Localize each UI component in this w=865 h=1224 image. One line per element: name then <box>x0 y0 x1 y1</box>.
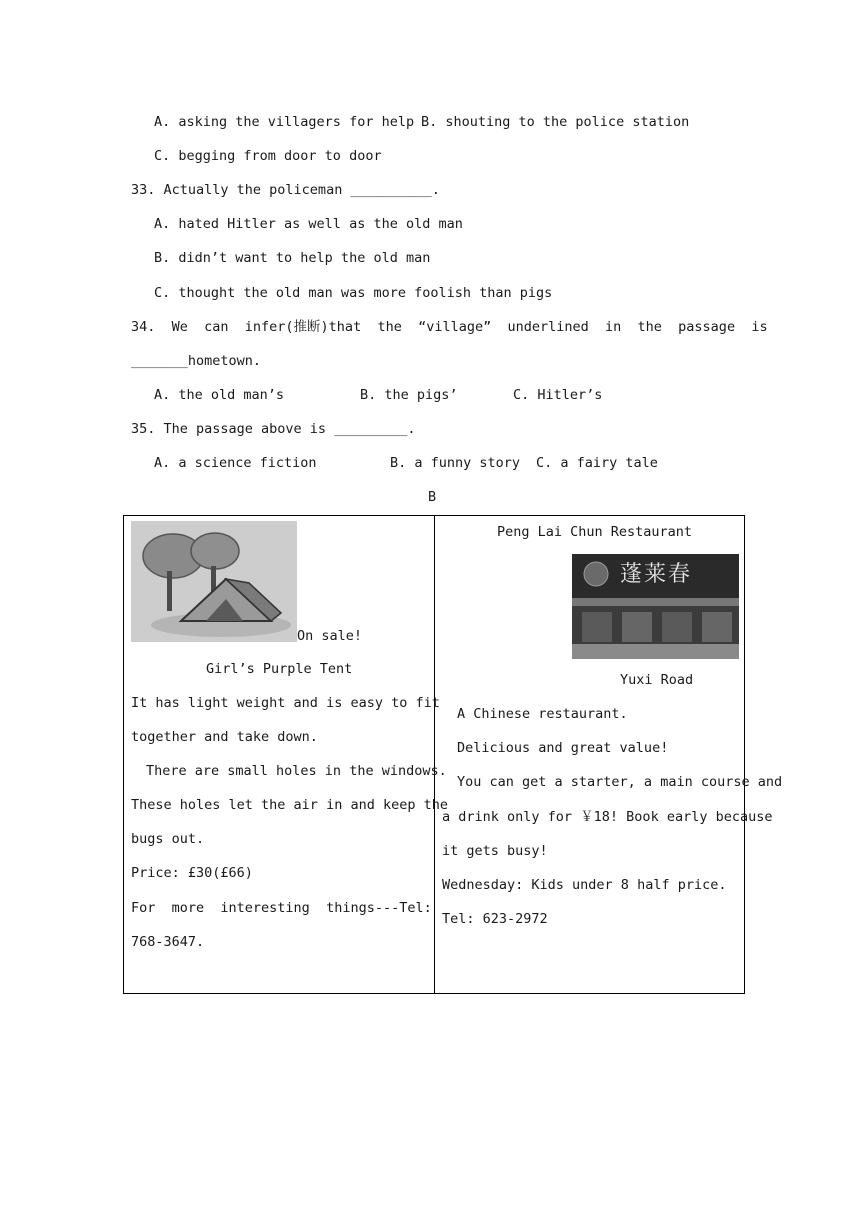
restaurant-ad-title: Peng Lai Chun Restaurant <box>497 524 693 540</box>
q35-stem: 35. The passage above is _________. <box>131 421 416 437</box>
tent-desc-1: It has light weight and is easy to fit <box>131 695 440 711</box>
tent-more-info: For more interesting things---Tel: <box>131 900 432 916</box>
restaurant-telephone: Tel: 623-2972 <box>442 911 548 927</box>
restaurant-road: Yuxi Road <box>620 672 694 688</box>
restaurant-desc-2: Delicious and great value! <box>457 740 669 756</box>
tent-illustration <box>131 521 297 642</box>
q33-stem: 33. Actually the policeman __________. <box>131 182 440 198</box>
tent-telephone: 768-3647. <box>131 934 205 950</box>
restaurant-ad-cell <box>435 516 783 994</box>
restaurant-desc-4: a drink only for ￥18! Book early because <box>442 809 773 825</box>
q34-option-b: B. the pigs’ <box>360 387 458 403</box>
restaurant-desc-3: You can get a starter, a main course and <box>457 774 783 790</box>
q33-option-c: C. thought the old man was more foolish than pigs <box>154 285 553 301</box>
q33-option-b: B. didn’t want to help the old man <box>154 250 431 266</box>
q35-option-b: B. a funny story <box>390 455 521 471</box>
q34-stem-continued: _______hometown. <box>131 353 262 369</box>
q34-option-c: C. Hitler’s <box>513 387 603 403</box>
tent-desc-5: bugs out. <box>131 831 205 847</box>
tent-desc-2: together and take down. <box>131 729 318 745</box>
q35-option-a: A. a science fiction <box>154 455 317 471</box>
q33-option-a: A. hated Hitler as well as the old man <box>154 216 463 232</box>
tent-on-sale: On sale! <box>297 628 363 644</box>
tent-desc-4: These holes let the air in and keep the <box>131 797 448 813</box>
tent-price: Price: £30(£66) <box>131 865 253 881</box>
advertisements-table <box>123 515 783 994</box>
tent-ad-title: Girl’s Purple Tent <box>206 661 353 677</box>
tent-desc-3: There are small holes in the windows. <box>146 763 447 779</box>
restaurant-desc-1: A Chinese restaurant. <box>457 706 628 722</box>
tent-ad-cell <box>124 516 448 994</box>
q32-option-a: A. asking the villagers for help <box>154 114 415 130</box>
q34-stem: 34. We can infer(推断)that the “village” underlined in the passage is <box>131 319 768 335</box>
q32-option-c: C. begging from door to door <box>154 148 382 164</box>
q32-option-b: B. shouting to the police station <box>421 114 690 130</box>
restaurant-photo <box>572 554 739 659</box>
restaurant-sign-text: 蓬莱春 <box>620 562 693 587</box>
restaurant-desc-5: it gets busy! <box>442 843 548 859</box>
q35-option-c: C. a fairy tale <box>536 455 658 471</box>
section-b-heading: B <box>428 489 437 505</box>
restaurant-wednesday-offer: Wednesday: Kids under 8 half price. <box>442 877 727 893</box>
q34-option-a: A. the old man’s <box>154 387 285 403</box>
